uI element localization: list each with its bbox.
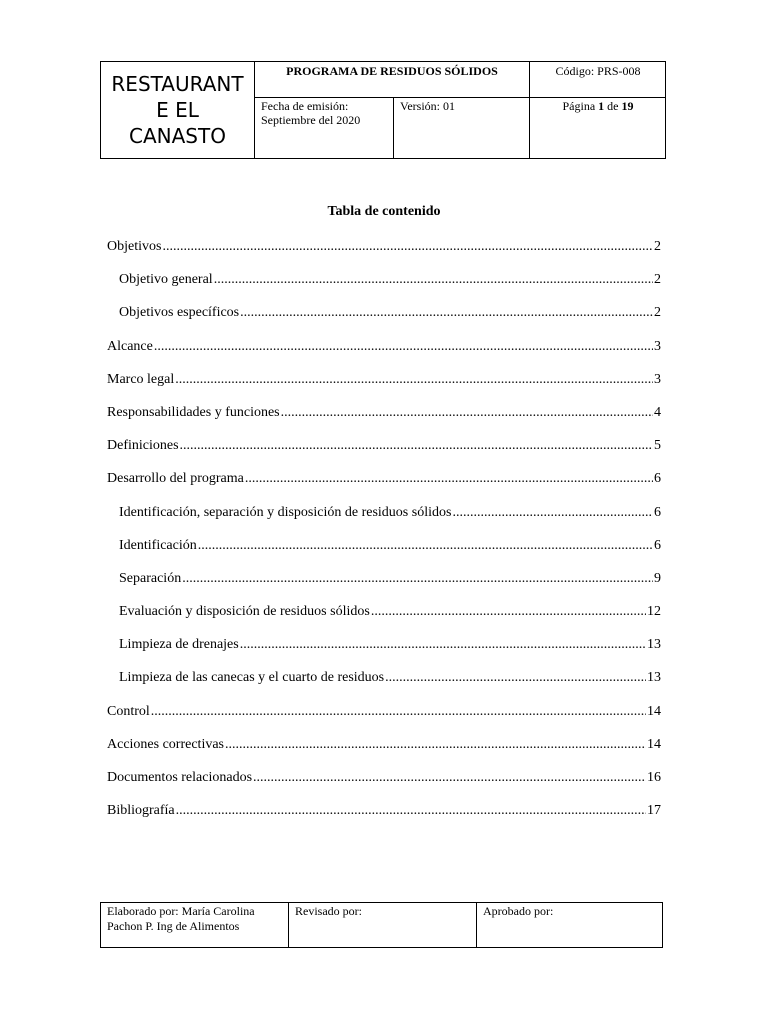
toc-entry[interactable] — [107, 603, 661, 636]
toc-entry-page: 6 — [654, 471, 661, 487]
toc-entry-label: Marco legal — [107, 371, 175, 387]
program-title: PROGRAMA DE RESIDUOS SÓLIDOS — [255, 62, 530, 98]
toc-leader-dots — [176, 802, 646, 820]
company-name-line-2: E EL — [156, 98, 199, 122]
issue-date-label: Fecha de emisión: — [261, 99, 349, 113]
page-current: 1 — [598, 99, 605, 113]
toc-leader-dots — [245, 470, 653, 488]
toc-entry-label: Evaluación y disposición de residuos sólidos — [119, 604, 370, 620]
toc-leader-dots — [198, 537, 653, 555]
toc-entry-label: Limpieza de las canecas y el cuarto de residuos — [119, 670, 385, 686]
toc-entry[interactable] — [107, 769, 661, 802]
toc-entry-label: Objetivo general — [119, 272, 213, 288]
toc-entry[interactable] — [107, 437, 661, 470]
toc-entry-label: Limpieza de drenajes — [119, 637, 239, 653]
toc-entry[interactable] — [107, 371, 661, 404]
toc-entry-page: 5 — [654, 438, 661, 454]
toc-entry-page: 14 — [647, 736, 661, 752]
toc-entry-label: Bibliografía — [107, 803, 175, 819]
toc-entry-label: Definiciones — [107, 438, 179, 454]
approved-by-cell: Aprobado por: — [483, 904, 554, 918]
toc-entry-page: 3 — [654, 338, 661, 354]
toc-entry-page: 14 — [647, 703, 661, 719]
document-header-table — [100, 61, 666, 159]
page-prefix: Página — [562, 99, 596, 113]
prepared-by-cell — [101, 903, 289, 947]
toc-entry[interactable] — [107, 636, 661, 669]
toc-title: Tabla de contenido — [327, 204, 441, 219]
toc-leader-dots — [151, 703, 646, 721]
toc-entry-label: Control — [107, 703, 150, 719]
toc-entry-label: Desarrollo del programa — [107, 471, 244, 487]
company-name-line-1: RESTAURANT — [111, 72, 244, 96]
toc-entry-label: Alcance — [107, 338, 153, 354]
toc-entry-label: Objetivos — [107, 239, 162, 254]
toc-entry-page: 2 — [654, 272, 661, 288]
toc-entry-page: 13 — [647, 670, 661, 686]
company-name — [108, 71, 248, 149]
toc-entry[interactable] — [107, 238, 661, 271]
toc-entry-page: 16 — [647, 770, 661, 785]
toc-entry[interactable] — [107, 537, 661, 570]
toc-entry-page: 12 — [647, 604, 661, 620]
toc-leader-dots — [214, 271, 653, 289]
toc-entry-label: Responsabilidades y funciones — [107, 404, 280, 420]
toc-entry-label: Identificación, separación y disposición de residuos sólidos — [119, 504, 452, 520]
toc-leader-dots — [175, 371, 653, 389]
toc-entry-label: Objetivos específicos — [119, 305, 240, 321]
page-number-cell — [530, 98, 666, 158]
toc-entry-page: 4 — [654, 404, 661, 420]
toc-entry-page: 2 — [654, 305, 661, 321]
issue-date-cell — [255, 98, 394, 158]
toc-entry[interactable] — [107, 504, 661, 537]
prepared-by-line-2: Pachon P. Ing de Alimentos — [107, 919, 240, 933]
toc-entry-page: 2 — [654, 239, 661, 254]
prepared-by-line-1: Elaborado por: María Carolina — [107, 904, 255, 918]
toc-entry[interactable] — [107, 470, 661, 503]
toc-leader-dots — [385, 669, 646, 687]
toc-entry-page: 6 — [654, 537, 661, 553]
toc-entry[interactable] — [107, 570, 661, 603]
toc-entry-label: Documentos relacionados — [107, 770, 253, 785]
toc-leader-dots — [162, 238, 653, 256]
toc-leader-dots — [253, 769, 646, 787]
document-version: Versión: 01 — [394, 98, 530, 158]
toc-entry-page: 3 — [654, 371, 661, 387]
toc-leader-dots — [371, 603, 646, 621]
toc-entry-label: Separación — [119, 570, 182, 586]
page-total: 19 — [621, 99, 634, 113]
toc-leader-dots — [225, 736, 646, 754]
toc-leader-dots — [281, 404, 653, 422]
toc-leader-dots — [240, 636, 646, 654]
toc-leader-dots — [180, 437, 653, 455]
toc-leader-dots — [182, 570, 653, 588]
toc-entry[interactable] — [107, 271, 661, 304]
toc-entry[interactable] — [107, 802, 661, 835]
toc-entry-label: Acciones correctivas — [107, 736, 224, 752]
toc-leader-dots — [452, 504, 653, 522]
toc-entry-page: 6 — [654, 504, 661, 520]
company-name-line-3: CANASTO — [129, 124, 226, 148]
toc-entry[interactable] — [107, 703, 661, 736]
page-of: de — [607, 99, 619, 113]
toc-entry[interactable] — [107, 404, 661, 437]
toc-entry[interactable] — [107, 736, 661, 769]
issue-date: Septiembre del 2020 — [261, 113, 361, 127]
toc-entry[interactable] — [107, 338, 661, 371]
table-of-contents — [107, 238, 661, 835]
toc-entry-page: 9 — [654, 570, 661, 586]
toc-entry[interactable] — [107, 669, 661, 702]
toc-entry-page: 13 — [647, 637, 661, 653]
toc-entry-label: Identificación — [119, 537, 197, 553]
approval-footer-table — [100, 902, 663, 948]
toc-entry-page: 17 — [647, 803, 661, 819]
toc-leader-dots — [154, 338, 653, 356]
toc-entry[interactable] — [107, 304, 661, 337]
toc-leader-dots — [240, 304, 653, 322]
company-name-cell — [101, 62, 255, 158]
document-code: Código: PRS-008 — [530, 62, 666, 98]
reviewed-by-cell: Revisado por: — [289, 903, 477, 947]
